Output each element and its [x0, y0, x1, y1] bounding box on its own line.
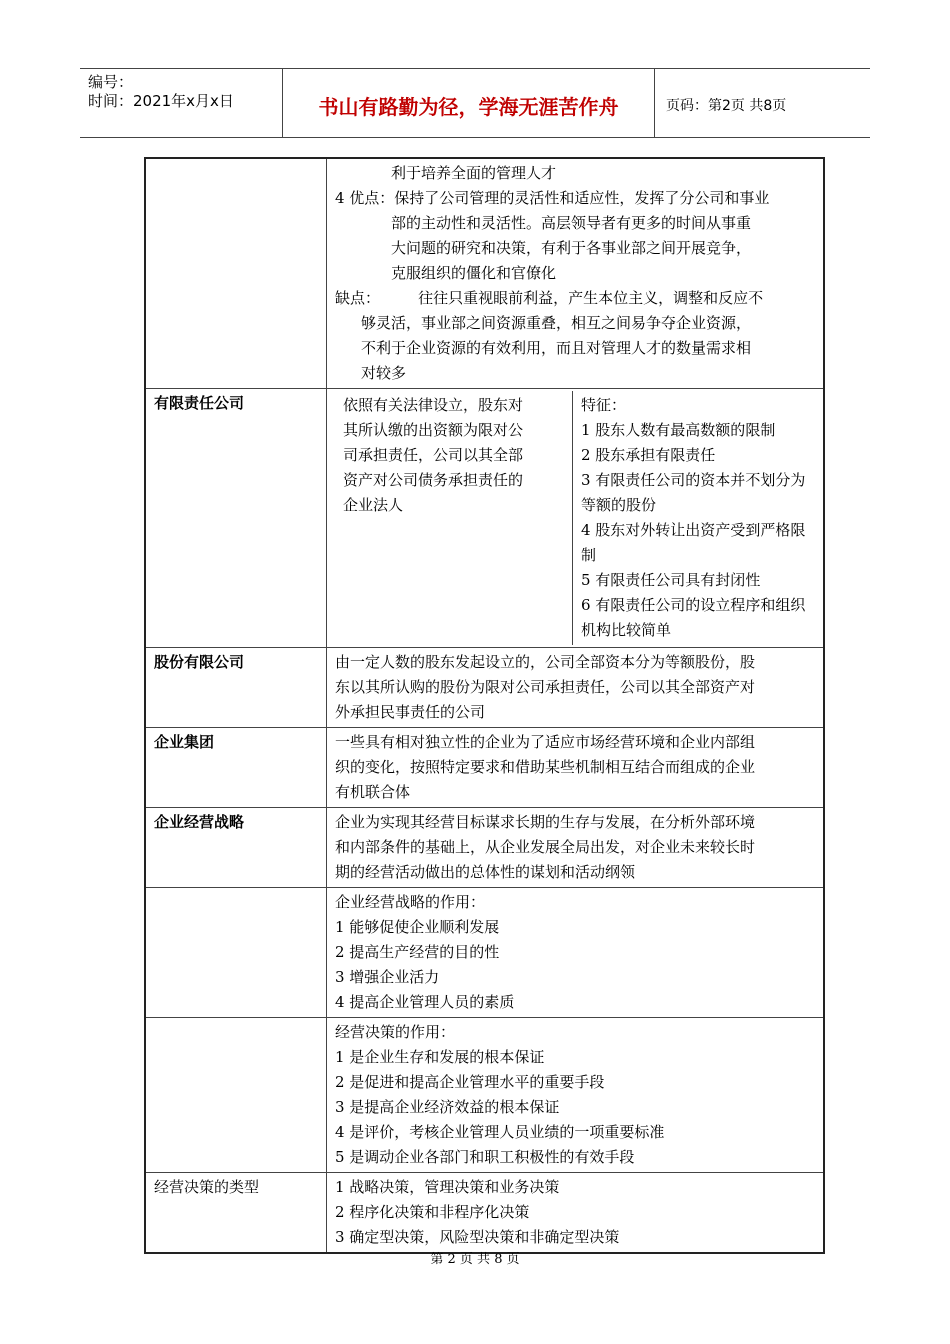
text-line: 一些具有相对独立性的企业为了适应市场经营环境和企业内部组 — [335, 733, 756, 751]
text-line: 1 股东人数有最高数额的限制 — [581, 421, 776, 439]
text-line: 4 优点：保持了公司管理的灵活性和适应性，发挥了分公司和事业 — [335, 189, 770, 207]
definition-cell — [327, 1018, 825, 1173]
table-row — [145, 389, 824, 648]
definition-cell — [327, 1173, 825, 1254]
page-footer: 第 2 页 共 8 页 — [430, 1252, 520, 1267]
table-row — [145, 158, 824, 389]
text-line: 企业经营战略的作用： — [335, 893, 486, 911]
text-line: 织的变化，按照特定要求和借助某些机制相互结合而组成的企业 — [335, 758, 756, 776]
text-line: 2 提高生产经营的目的性 — [335, 943, 500, 961]
content-table — [144, 157, 825, 1254]
text-line: 和内部条件的基础上，从企业发展全局出发，对企业未来较长时 — [335, 838, 756, 856]
text-line: 大问题的研究和决策，有利于各事业部之间开展竞争， — [391, 239, 752, 257]
term-cell — [145, 888, 327, 1018]
text-line: 1 战略决策，管理决策和业务决策 — [335, 1178, 560, 1196]
term-cell: 企业集团 — [145, 728, 327, 808]
text-line: 3 有限责任公司的资本并不划分为 — [581, 471, 806, 489]
text-line: 3 确定型决策，风险型决策和非确定型决策 — [335, 1228, 620, 1246]
table-row — [145, 648, 824, 728]
text-line: 司承担责任，公司以其全部 — [343, 446, 524, 464]
definition-cell — [327, 158, 825, 389]
text-line: 资产对公司债务承担责任的 — [343, 471, 524, 489]
table-row — [145, 808, 824, 888]
sub-table — [335, 391, 815, 645]
text-line: 4 股东对外转让出资产受到严格限 — [581, 521, 806, 539]
table-row — [145, 1173, 824, 1254]
text-line: 其所认缴的出资额为限对公 — [343, 421, 524, 439]
text-line: 部的主动性和灵活性。高层领导者有更多的时间从事重 — [391, 214, 752, 232]
term-cell — [145, 158, 327, 389]
text-line: 有机联合体 — [335, 783, 411, 801]
text-line: 2 是促进和提高企业管理水平的重要手段 — [335, 1073, 605, 1091]
text-line: 企业法人 — [343, 496, 404, 514]
text-line: 6 有限责任公司的设立程序和组织 — [581, 596, 806, 614]
header-meta — [88, 73, 234, 111]
definition-cell — [327, 648, 825, 728]
text-line: 东以其所认购的股份为限对公司承担责任，公司以其全部资产对 — [335, 678, 756, 696]
definition-cell — [327, 728, 825, 808]
text-line: 依照有关法律设立，股东对 — [343, 396, 524, 414]
text-line: 1 是企业生存和发展的根本保证 — [335, 1048, 545, 1066]
term-cell — [145, 1018, 327, 1173]
term-cell: 股份有限公司 — [145, 648, 327, 728]
feature-list — [573, 391, 816, 645]
text-line: 克服组织的僵化和官僚化 — [391, 264, 557, 282]
text-line: 利于培养全面的管理人才 — [391, 164, 557, 182]
text-line: 等额的股份 — [581, 496, 657, 514]
table-row — [145, 728, 824, 808]
text-line: 3 增强企业活力 — [335, 968, 440, 986]
text-line: 由一定人数的股东发起设立的，公司全部资本分为等额股份，股 — [335, 653, 756, 671]
page-header — [80, 68, 870, 138]
text-line: 机构比较简单 — [581, 621, 672, 639]
text-line: 经营决策的作用： — [335, 1023, 456, 1041]
definition-cell — [327, 808, 825, 888]
text-line: 4 是评价，考核企业管理人员业绩的一项重要标准 — [335, 1123, 665, 1141]
text-line: 不利于企业资源的有效利用，而且对管理人才的数量需求相 — [361, 339, 752, 357]
definition-cell — [327, 389, 825, 648]
table-row — [145, 888, 824, 1018]
text-line: 2 程序化决策和非程序化决策 — [335, 1203, 530, 1221]
text-line: 对较多 — [361, 364, 407, 382]
text-line: 3 是提高企业经济效益的根本保证 — [335, 1098, 560, 1116]
text-line: 特征： — [581, 396, 627, 414]
text-line: 4 提高企业管理人员的素质 — [335, 993, 515, 1011]
document-date: 时间：2021年x月x日 — [88, 92, 234, 110]
header-motto: 书山有路勤为径，学海无涯苦作舟 — [318, 95, 619, 119]
text-line: 5 是调动企业各部门和职工积极性的有效手段 — [335, 1148, 635, 1166]
text-line: 1 能够促使企业顺利发展 — [335, 918, 500, 936]
header-divider — [654, 69, 655, 137]
table-row — [145, 1018, 824, 1173]
term-cell: 有限责任公司 — [145, 389, 327, 648]
text-line: 缺点： 往往只重视眼前利益，产生本位主义，调整和反应不 — [335, 289, 764, 307]
text-line: 够灵活，事业部之间资源重叠，相互之间易争夺企业资源， — [361, 314, 752, 332]
text-line: 2 股东承担有限责任 — [581, 446, 716, 464]
text-line: 制 — [581, 546, 597, 564]
header-page-number: 页码：第2页 共8页 — [666, 98, 787, 114]
term-cell: 企业经营战略 — [145, 808, 327, 888]
text-line: 期的经营活动做出的总体性的谋划和活动纲领 — [335, 863, 636, 881]
text-line: 5 有限责任公司具有封闭性 — [581, 571, 761, 589]
term-cell: 经营决策的类型 — [145, 1173, 327, 1254]
text-line: 企业为实现其经营目标谋求长期的生存与发展，在分析外部环境 — [335, 813, 756, 831]
document-number: 编号： — [88, 73, 134, 91]
definition-text — [335, 391, 573, 645]
text-line: 外承担民事责任的公司 — [335, 703, 486, 721]
definition-cell — [327, 888, 825, 1018]
